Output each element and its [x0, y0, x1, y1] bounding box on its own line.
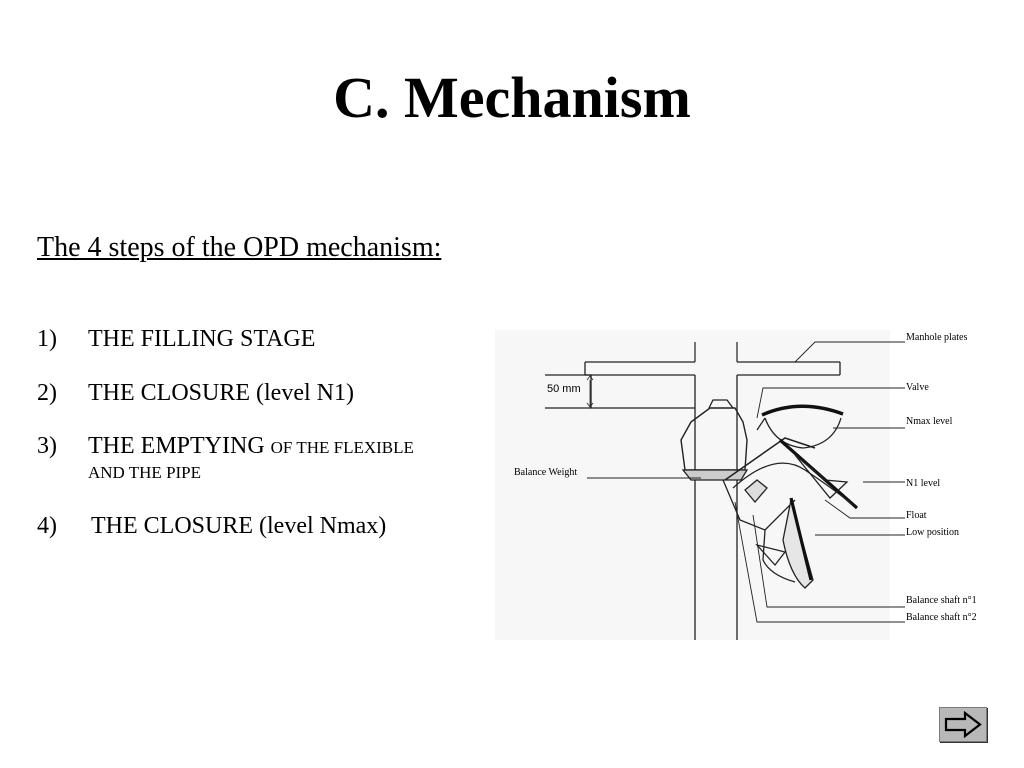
label-low-position: Low position	[906, 527, 960, 538]
step-text: THE EMPTYING	[88, 433, 265, 459]
slide-title: C. Mechanism	[333, 65, 691, 130]
step-number: 2)	[37, 380, 57, 406]
label-balance-weight: Balance Weight	[514, 467, 578, 478]
label-balance-shaft-1: Balance shaft n°1	[906, 595, 977, 606]
step-text-small: OF THE FLEXIBLE	[270, 438, 414, 457]
step-item	[37, 326, 315, 353]
step-item	[37, 513, 386, 540]
label-balance-shaft-2: Balance shaft n°2	[906, 612, 977, 623]
step-text: THE CLOSURE (level N1)	[88, 380, 354, 406]
step-number: 4)	[37, 513, 57, 539]
step-number: 1)	[37, 326, 57, 352]
label-valve: Valve	[906, 382, 929, 393]
opd-mechanism-diagram	[495, 330, 995, 640]
label-n1-level: N1 level	[906, 478, 941, 489]
step-text-continuation: AND THE PIPE	[88, 463, 202, 482]
right-arrow-icon	[943, 711, 983, 738]
steps-heading: The 4 steps of the OPD mechanism:	[37, 232, 442, 263]
next-slide-button[interactable]	[939, 707, 987, 742]
step-number: 3)	[37, 433, 57, 459]
label-manhole-plates: Manhole plates	[906, 332, 968, 343]
dimension-label: 50 mm	[547, 383, 581, 395]
step-text: THE CLOSURE (level Nmax)	[91, 513, 387, 539]
step-text: THE FILLING STAGE	[88, 326, 316, 352]
label-float: Float	[906, 510, 927, 521]
label-nmax-level: Nmax level	[906, 416, 953, 427]
step-item	[37, 380, 354, 407]
step-item	[37, 433, 414, 482]
